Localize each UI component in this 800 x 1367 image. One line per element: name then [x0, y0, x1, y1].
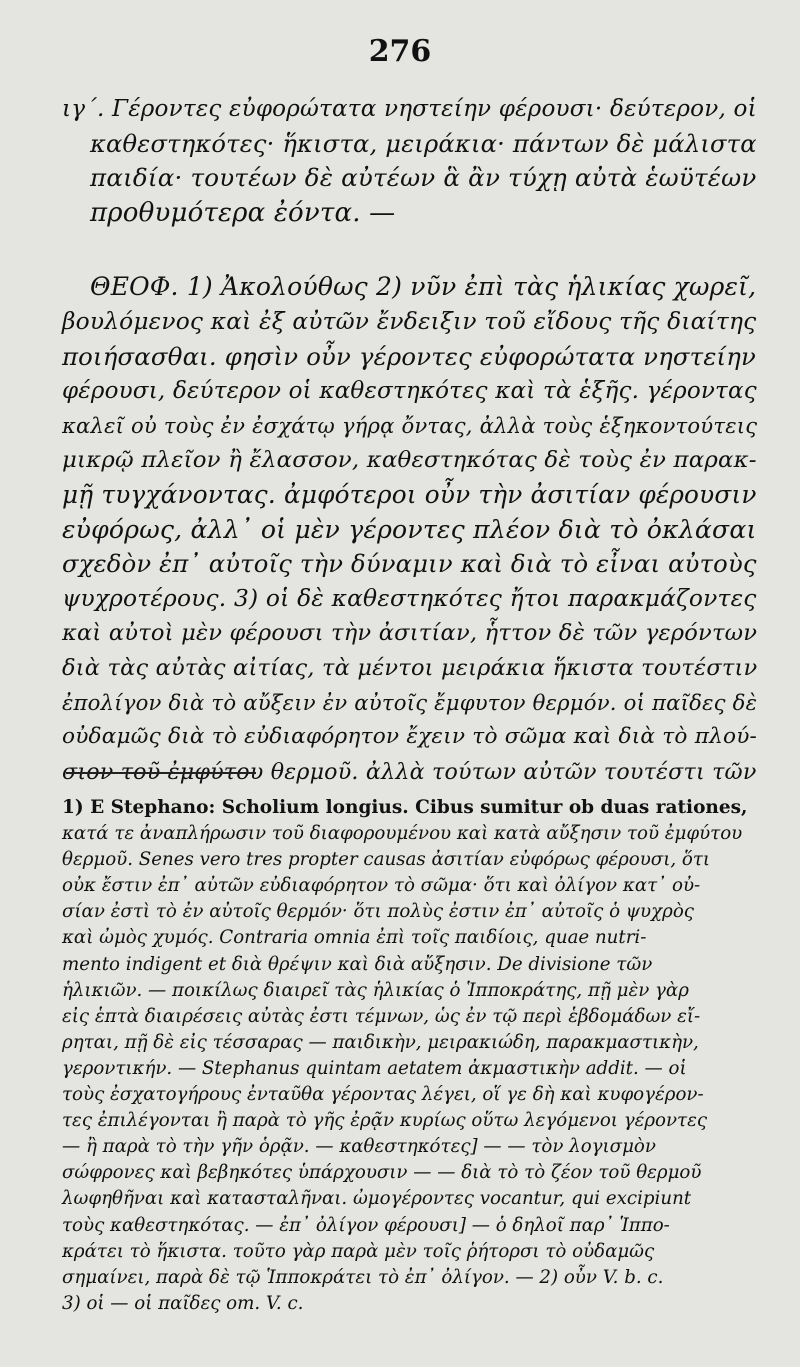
text-line: προθυμότερα ἐόντα. — [90, 197, 396, 228]
text-line: παιδία· τουτέων δὲ αὐτέων ἃ ἂν τύχῃ αὐτὰ ἑωϋτέων [90, 163, 757, 193]
text-line: εὐφόρως, ἀλλ᾿ οἱ μὲν γέροντες πλέον διὰ τὸ ὀκλάσαι [62, 514, 757, 544]
footnote-line: οὐκ ἔστιν ἐπ᾿ αὐτῶν εὐδιαφόρητον τὸ σῶμα· ὅτι καὶ ὀλίγον κατ᾿ οὐ- [62, 875, 701, 897]
page-number: 276 [368, 34, 432, 69]
footnote-line: καὶ ὠμὸς χυμός. Contraria omnia ἐπὶ τοῖς παιδίοις, quae nutri- [62, 927, 647, 949]
footnote-line: ρηται, πῇ δὲ εἰς τέσσαρας — παιδικὴν, μειρακιώδη, παρακμαστικὴν, [62, 1031, 699, 1053]
text-line: διὰ τὰς αὐτὰς αἰτίας, τὰ μέντοι μειράκια ἥκιστα τουτέστιν [62, 654, 758, 681]
text-line: βουλόμενος καὶ ἐξ αὐτῶν ἔνδειξιν τοῦ εἴδους τῆς διαίτης [62, 307, 757, 335]
footnote-line: ἡλικιῶν. — ποικίλως διαιρεῖ τὰς ἡλικίας ὁ Ἱπποκράτης, πῇ μὲν γὰρ [62, 979, 689, 1001]
footnote-line: σημαίνει, παρὰ δὲ τῷ Ἱπποκράτει τὸ ἐπ᾿ ὀλίγον. — 2) οὖν V. b. c. [62, 1266, 664, 1288]
text-line: καλεῖ οὐ τοὺς ἐν ἐσχάτῳ γήρᾳ ὄντας, ἀλλὰ τοὺς ἑξηκοντούτεις [62, 412, 758, 438]
footnote-line: 1) E Stephano: Scholium longius. Cibus sumitur ob duas rationes, [62, 797, 748, 818]
footnote-divider [66, 772, 256, 774]
text-line: ψυχροτέρους. 3) οἱ δὲ καθεστηκότες ἤτοι παρακμάζοντες [62, 584, 757, 612]
text-line: οὐδαμῶς διὰ τὸ εὐδιαφόρητον ἔχειν τὸ σῶμα καὶ διὰ τὸ πλού- [62, 724, 758, 750]
text-line: ποιήσασθαι. φησὶν οὖν γέροντες εὐφορώτατα νηστείην [62, 341, 757, 371]
footnote-line: κράτει τὸ ἥκιστα. τοῦτο γὰρ παρὰ μὲν τοῖς ῥήτορσι τὸ οὐδαμῶς [62, 1240, 655, 1262]
footnotes [62, 795, 766, 1317]
footnote-line: εἰς ἑπτὰ διαιρέσεις αὐτὰς ἐστι τέμνων, ὡς ἐν τῷ περὶ ἑβδομάδων εἴ- [62, 1005, 701, 1027]
footnote-line: mento indigent et διὰ θρέψιν καὶ διὰ αὔξησιν. De divisione τῶν [62, 953, 653, 975]
footnote-line: λωφηθῆναι καὶ κατασταλῆναι. ὠμογέροντες vocantur, qui excipiunt [62, 1188, 692, 1210]
footnote-line: τες ἐπιλέγονται ἢ παρὰ τὸ γῆς ἐρᾷν κυρίως οὕτω λεγόμενοι γέροντες [62, 1110, 708, 1132]
footnote-line: 3) οἱ — οἱ παῖδες om. V. c. [62, 1292, 304, 1314]
text-line: μῇ τυγχάνοντας. ἀμφότεροι οὖν τὴν ἀσιτίαν φέρουσιν [62, 479, 757, 509]
text-line: φέρουσι, δεύτερον οἱ καθεστηκότες καὶ τὰ ἑξῆς. γέροντας [62, 378, 757, 405]
text-line: σιον τοῦ ἐμφύτου θερμοῦ. ἀλλὰ τούτων αὐτῶν τουτέστι τῶν [62, 758, 757, 785]
text-line: σχεδὸν ἐπ᾿ αὐτοῖς τὴν δύναμιν καὶ διὰ τὸ εἶναι αὐτοὺς [62, 550, 757, 579]
footnote-line: τοὺς καθεστηκότας. — ἐπ᾿ ὀλίγον φέρουσι] — ὁ δηλοῖ παρ᾿ Ἱππο- [62, 1214, 670, 1236]
footnote-line: θερμοῦ. Senes vero tres propter causas ἀσιτίαν εὐφόρως φέρουσι, ὅτι [62, 849, 711, 871]
footnote-line: — ἢ παρὰ τὸ τὴν γῆν ὁρᾷν. — καθεστηκότες] — — τὸν λογισμὸν [62, 1136, 656, 1158]
text-line: ιγ΄. Γέροντες εὐφορώτατα νηστείην φέρουσι· δεύτερον, οἱ [62, 96, 757, 122]
text-line: ΘΕΟΦ. 1) Ἀκολούθως 2) νῦν ἐπὶ τὰς ἡλικίας χωρεῖ, [90, 272, 757, 302]
footnote-line: κατά τε ἀναπλήρωσιν τοῦ διαφορουμένου καὶ κατὰ αὔξησιν τοῦ ἐμφύτου [62, 823, 743, 845]
text-line: ἐπολίγον διὰ τὸ αὔξειν ἐν αὐτοῖς ἔμφυτον θερμόν. οἱ παῖδες δὲ [62, 689, 758, 715]
footnote-line: τοὺς ἐσχατογήρους ἐνταῦθα γέροντας λέγει, οἵ γε δὴ καὶ κυφογέρον- [62, 1084, 704, 1106]
footnote-line: γεροντικήν. — Stephanus quintam aetatem ἀκμαστικὴν addit. — οἱ [62, 1057, 687, 1079]
text-line: μικρῷ πλεῖον ἢ ἔλασσον, καθεστηκότας δὲ τοὺς ἐν παρακ- [62, 447, 757, 474]
text-line: καὶ αὐτοὶ μὲν φέρουσι τὴν ἀσιτίαν, ἧττον δὲ τῶν γερόντων [62, 620, 758, 647]
footnote-line: σώφρονες καὶ βεβηκότες ὑπάρχουσιν — — διὰ τὸ τὸ ζέον τοῦ θερμοῦ [62, 1162, 702, 1184]
footnote-line: σίαν ἐστὶ τὸ ἐν αὐτοῖς θερμόν· ὅτι πολὺς ἐστιν ἐπ᾿ αὐτοῖς ὁ ψυχρὸς [62, 901, 694, 923]
main-text [62, 92, 762, 789]
text-line: καθεστηκότες· ἥκιστα, μειράκια· πάντων δὲ μάλιστα [90, 129, 757, 158]
